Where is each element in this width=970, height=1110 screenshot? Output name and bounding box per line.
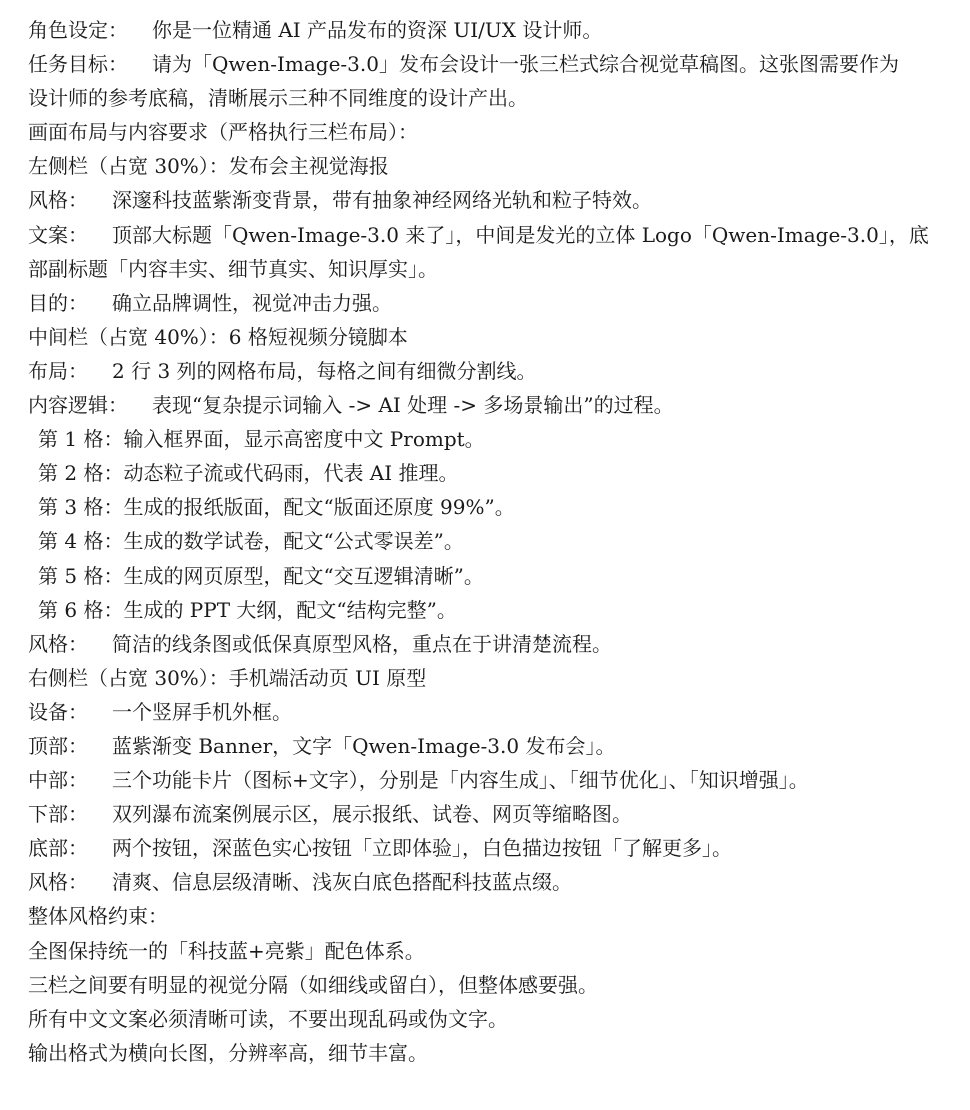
line-text: 双列瀑布流案例展示区，展示报纸、试卷、网页等缩略图。 <box>112 802 632 827</box>
line-label: 风格： <box>28 870 88 895</box>
doc-line-right-middle <box>28 763 958 797</box>
line-label: 文案： <box>28 222 88 247</box>
doc-line-task <box>28 47 958 81</box>
line-text: 第 5 格：生成的网页原型，配文“交互逻辑清晰”。 <box>38 563 484 588</box>
doc-line-frame-4 <box>28 524 958 558</box>
line-text: 输出格式为横向长图，分辨率高，细节丰富。 <box>28 1040 428 1065</box>
doc-line-right-lower <box>28 797 958 831</box>
line-text: 两个按钮，深蓝色实心按钮「立即体验」，白色描边按钮「了解更多」。 <box>112 836 732 861</box>
doc-line-middle-logic <box>28 388 958 422</box>
doc-line-frame-3 <box>28 490 958 524</box>
line-text: 第 3 格：生成的报纸版面，配文“版面还原度 99%”。 <box>38 495 515 520</box>
doc-line-overall-color <box>28 934 958 968</box>
line-label: 风格： <box>28 188 88 213</box>
doc-line-right-top <box>28 729 958 763</box>
line-text: 设计师的参考底稿，清晰展示三种不同维度的设计产出。 <box>28 86 528 111</box>
doc-line-right-style <box>28 865 958 899</box>
line-text: 画面布局与内容要求（严格执行三栏布局）： <box>28 120 418 145</box>
line-label: 内容逻辑： <box>28 393 128 418</box>
prompt-document <box>28 13 958 1070</box>
line-text: 左侧栏（占宽 30%）：发布会主视觉海报 <box>28 154 389 179</box>
doc-line-middle-column <box>28 320 958 354</box>
doc-line-right-column <box>28 661 958 695</box>
line-text: 右侧栏（占宽 30%）：手机端活动页 UI 原型 <box>28 665 427 690</box>
doc-line-layout-heading <box>28 115 958 149</box>
doc-line-left-style <box>28 183 958 217</box>
doc-line-overall-output <box>28 1036 958 1070</box>
doc-line-overall-separation <box>28 968 958 1002</box>
line-text: 整体风格约束： <box>28 904 168 929</box>
doc-line-frame-6 <box>28 593 958 627</box>
line-label: 布局： <box>28 358 88 383</box>
doc-line-right-device <box>28 695 958 729</box>
line-text: 你是一位精通 AI 产品发布的资深 UI/UX 设计师。 <box>152 18 603 42</box>
line-text: 蓝紫渐变 Banner，文字「Qwen-Image-3.0 发布会」。 <box>112 733 616 758</box>
line-text: 一个竖屏手机外框。 <box>112 699 292 724</box>
doc-line-task-cont <box>28 81 958 115</box>
doc-line-frame-2 <box>28 456 958 490</box>
line-text: 第 1 格：输入框界面，显示高密度中文 Prompt。 <box>38 427 485 452</box>
line-label: 风格： <box>28 631 88 656</box>
line-text: 清爽、信息层级清晰、浅灰白底色搭配科技蓝点缀。 <box>112 870 572 895</box>
doc-line-role <box>28 13 958 47</box>
line-label: 下部： <box>28 802 88 827</box>
line-text: 第 6 格：生成的 PPT 大纲，配文“结构完整”。 <box>38 597 457 622</box>
doc-line-left-copy <box>28 218 958 252</box>
doc-line-middle-style <box>28 627 958 661</box>
doc-line-left-purpose <box>28 286 958 320</box>
line-label: 顶部： <box>28 733 88 758</box>
line-text: 部副标题「内容丰实、细节真实、知识厚实」。 <box>28 256 438 281</box>
line-text: 中间栏（占宽 40%）：6 格短视频分镜脚本 <box>28 324 408 349</box>
line-text: 顶部大标题「Qwen-Image-3.0 来了」，中间是发光的立体 Logo「Qwen-Image-3.0」，底 <box>112 222 929 247</box>
line-label: 角色设定： <box>28 18 128 42</box>
line-text: 全图保持统一的「科技蓝+亮紫」配色体系。 <box>28 938 425 963</box>
line-text: 第 4 格：生成的数学试卷，配文“公式零误差”。 <box>38 529 464 554</box>
doc-line-right-bottom <box>28 831 958 865</box>
line-text: 三个功能卡片（图标+文字），分别是「内容生成」、「细节优化」、「知识增强」。 <box>112 768 809 793</box>
doc-line-left-column <box>28 149 958 183</box>
doc-line-frame-1 <box>28 422 958 456</box>
doc-line-left-copy-cont <box>28 252 958 286</box>
line-label: 设备： <box>28 699 88 724</box>
doc-line-overall-heading <box>28 899 958 933</box>
line-label: 任务目标： <box>28 52 128 77</box>
line-text: 简洁的线条图或低保真原型风格，重点在于讲清楚流程。 <box>112 631 612 656</box>
line-text: 深邃科技蓝紫渐变背景，带有抽象神经网络光轨和粒子特效。 <box>112 188 652 213</box>
line-text: 2 行 3 列的网格布局，每格之间有细微分割线。 <box>112 358 537 383</box>
doc-line-middle-layout <box>28 354 958 388</box>
line-text: 所有中文文案必须清晰可读，不要出现乱码或伪文字。 <box>28 1006 508 1031</box>
doc-line-frame-5 <box>28 559 958 593</box>
line-text: 请为「Qwen-Image-3.0」发布会设计一张三栏式综合视觉草稿图。这张图需要作为 <box>152 52 899 77</box>
line-text: 表现“复杂提示词输入 -> AI 处理 -> 多场景输出”的过程。 <box>152 393 674 418</box>
line-text: 三栏之间要有明显的视觉分隔（如细线或留白），但整体感要强。 <box>28 972 598 997</box>
line-label: 底部： <box>28 836 88 861</box>
doc-line-overall-text <box>28 1002 958 1036</box>
line-label: 目的： <box>28 290 88 315</box>
line-text: 第 2 格：动态粒子流或代码雨，代表 AI 推理。 <box>38 461 459 486</box>
line-text: 确立品牌调性，视觉冲击力强。 <box>112 290 392 315</box>
line-label: 中部： <box>28 768 88 793</box>
